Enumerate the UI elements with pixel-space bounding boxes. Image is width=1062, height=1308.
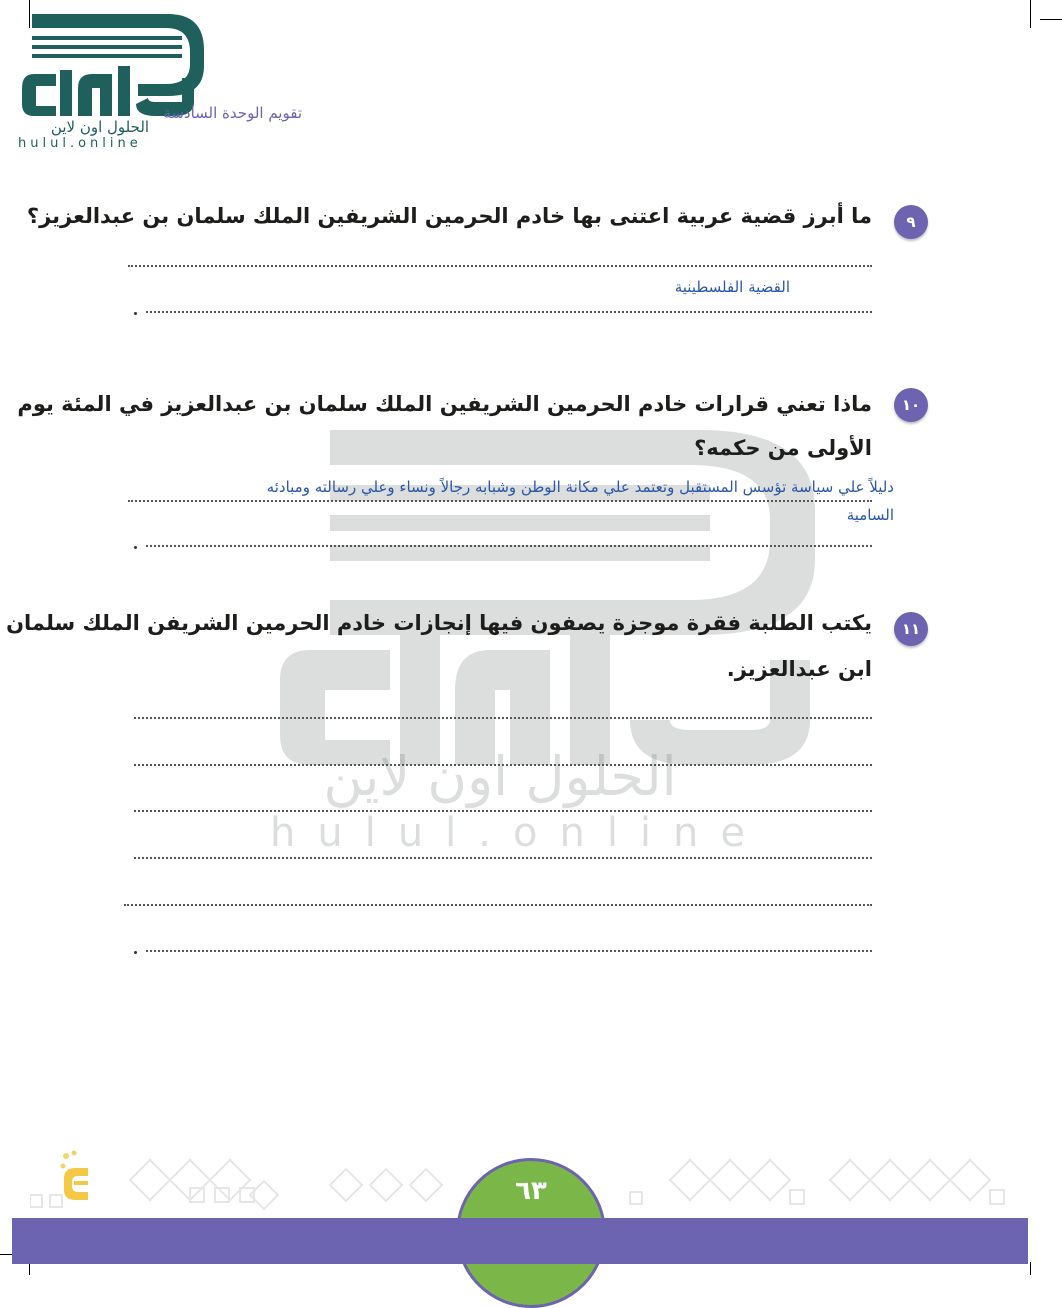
watermark-latin-text: hulul.online	[270, 810, 768, 856]
answer-line	[146, 950, 872, 952]
answer-text: السامية	[846, 506, 894, 524]
question-number-badge: ٩	[894, 205, 928, 239]
watermark-arabic-text: الحلول اون لاين	[323, 745, 677, 808]
question-text: ابن عبدالعزيز.	[726, 657, 872, 681]
question-text: الأولى من حكمه؟	[694, 436, 872, 460]
ornament-icon	[58, 1148, 96, 1208]
question-number-badge: ١١	[894, 612, 928, 646]
answer-line	[128, 265, 872, 267]
answer-text: دليلاً علي سياسة تؤسس المستقبل وتعتمد علي مكانة الوطن وشبابه رجالاً ونساء وعلي رسالته ومبادئه	[266, 478, 894, 496]
answer-text: القضية الفلسطينية	[674, 278, 790, 296]
page-number: ٦٣	[515, 1176, 547, 1206]
page-number-bar-cover	[440, 1218, 622, 1264]
crop-mark	[1030, 0, 1031, 28]
answer-line	[134, 764, 872, 766]
question-text: يكتب الطلبة فقرة موجزة يصفون فيها إنجازات خادم الحرمين الشريفن الملك سلمان	[6, 611, 872, 635]
answer-line	[146, 311, 872, 313]
answer-line	[134, 717, 872, 719]
answer-line	[134, 810, 872, 812]
logo-arabic-text: الحلول اون لاين	[50, 118, 150, 136]
question-text: ما أبرز قضية عربية اعتنى بها خادم الحرمين الشريفين الملك سلمان بن عبدالعزيز؟	[26, 204, 872, 228]
line-end-dot	[134, 312, 137, 315]
question-number-badge: ١٠	[894, 388, 928, 422]
unit-title: تقويم الوحدة السادسة	[163, 104, 302, 122]
logo-latin-text: hulul.online	[18, 136, 142, 151]
answer-line	[146, 545, 872, 547]
line-end-dot	[134, 546, 137, 549]
crop-mark	[1030, 1262, 1031, 1275]
answer-line	[124, 904, 872, 906]
answer-line	[128, 500, 872, 502]
answer-line	[134, 857, 872, 859]
crop-mark	[1040, 19, 1062, 20]
question-text: ماذا تعني قرارات خادم الحرمين الشريفين الملك سلمان بن عبدالعزيز في المئة يوم	[17, 392, 872, 416]
line-end-dot	[134, 951, 137, 954]
